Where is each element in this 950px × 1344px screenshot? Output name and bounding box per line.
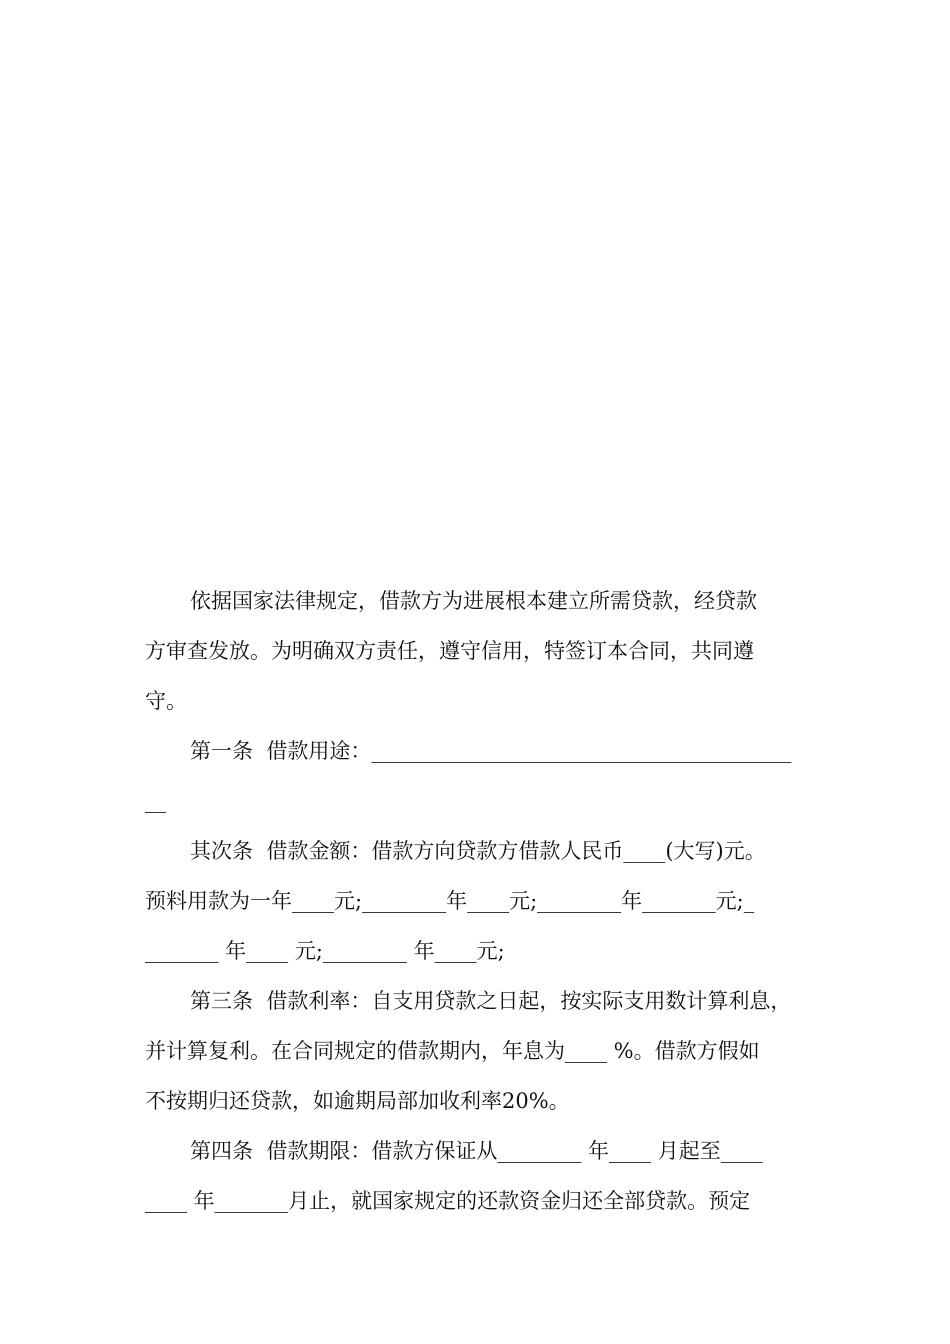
article-3-line-1: 第三条 借款利率：自支用贷款之日起，按实际支用数计算利息， xyxy=(190,989,792,1013)
article-1-line-1: 第一条 借款用途：________________________________________ xyxy=(190,739,792,763)
field-postcode-2 xyxy=(190,476,810,526)
article-4-line-1: 第四条 借款期限：借款方保证从________ 年____ 月起至____ xyxy=(190,1139,763,1163)
field-phone-2 xyxy=(190,526,810,576)
preamble-line-3: 守。 xyxy=(145,689,187,713)
field-phone-1 xyxy=(190,226,810,276)
article-1-line-2: __ xyxy=(145,789,166,813)
article-2-line-3: _______ 年____ 元;________ 年____元; xyxy=(145,939,505,963)
preamble-line-2: 方审查发放。为明确双方责任，遵守信用，特签订本合同，共同遵 xyxy=(145,639,754,663)
field-legal-representative xyxy=(190,326,810,376)
field-postcode-1 xyxy=(190,176,810,226)
article-4-line-2: ____ 年_______月止，就国家规定的还款资金归还全部贷款。预定 xyxy=(145,1189,751,1213)
article-3-line-3: 不按期归还贷款，如逾期局部加收利率20%。 xyxy=(145,1089,570,1113)
article-3-line-2: 并计算复利。在合同规定的借款期内，年息为____ %。借款方假如 xyxy=(145,1039,760,1063)
field-address-2 xyxy=(190,426,810,476)
preamble-line-1: 依据国家法律规定，借款方为进展根本建立所需贷款，经贷款 xyxy=(190,589,757,613)
field-lender xyxy=(190,276,810,326)
field-address-1 xyxy=(190,126,810,176)
article-2-line-2: 预料用款为一年____元;________年____元;________年_______元;_ xyxy=(145,889,755,913)
field-position xyxy=(190,376,810,426)
article-2-line-1: 其次条 借款金额：借款方向贷款方借款人民币____(大写)元。 xyxy=(190,839,766,863)
